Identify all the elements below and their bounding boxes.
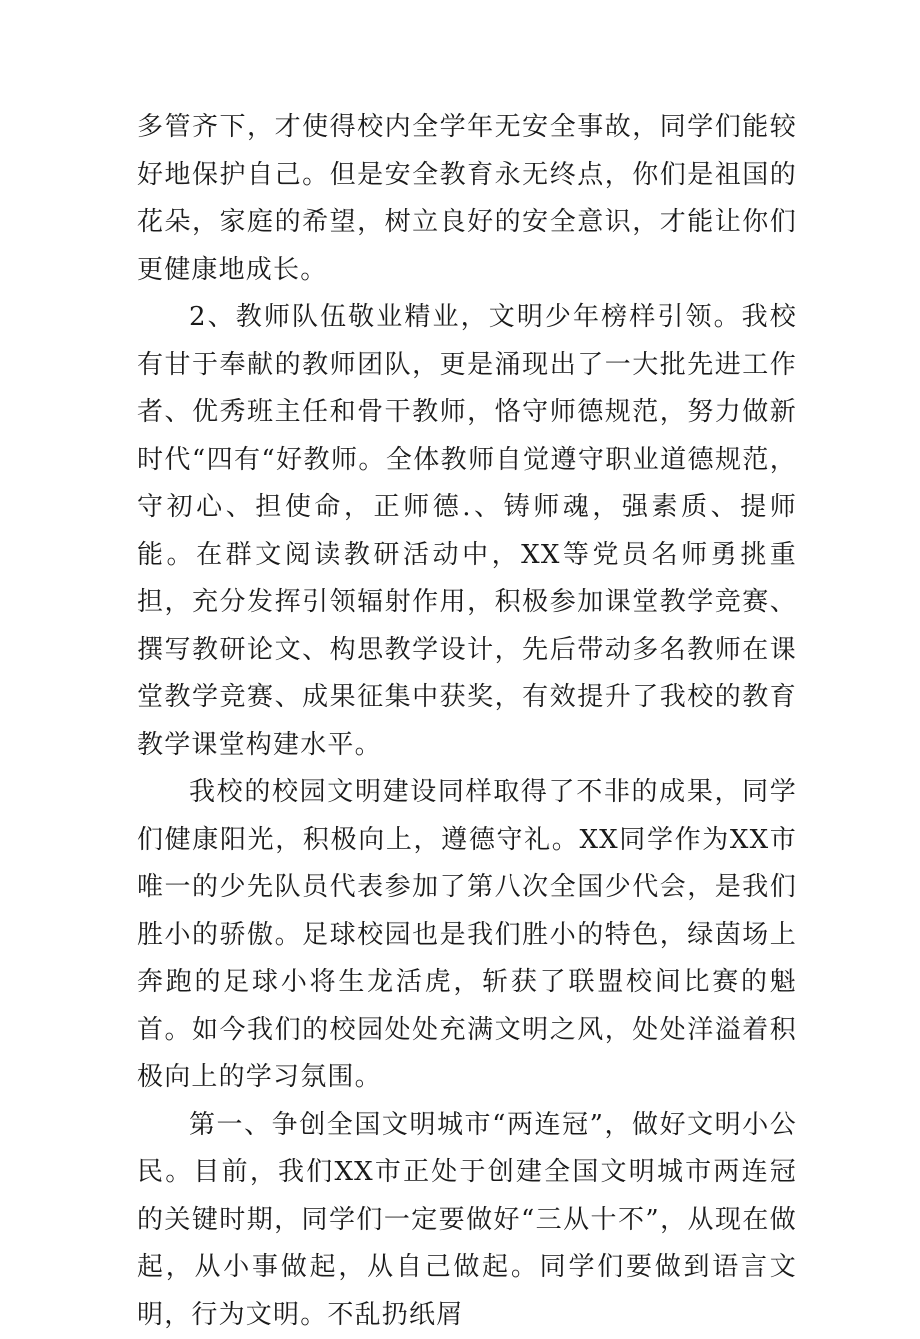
paragraph-3: 我校的校园文明建设同样取得了不非的成果，同学们健康阳光，积极向上，遵德守礼。XX同学作为XX市唯一的少先队员代表参加了第八次全国少代会，是我们胜小的骄傲。足球校园也是我们胜小的特色，绿茵场上奔跑的足球小将生龙活虎，斩获了联盟校间比赛的魁首。如今我们的校园处处充满文明之风，处处洋溢着积极向上的学习氛围。	[137, 769, 797, 1102]
paragraph-4: 第一、争创全国文明城市“两连冠”，做好文明小公民。目前，我们XX市正处于创建全国文明城市两连冠的关键时期，同学们一定要做好“三从十不”，从现在做起，从小事做起，从自己做起。同学们要做到语言文明，行为文明。不乱扔纸屑	[137, 1102, 797, 1339]
paragraph-1: 多管齐下，才使得校内全学年无安全事故，同学们能较好地保护自己。但是安全教育永无终点，你们是祖国的花朵，家庭的希望，树立良好的安全意识，才能让你们更健康地成长。	[137, 104, 797, 294]
document-body	[137, 104, 797, 1339]
paragraph-2: 2、教师队伍敬业精业，文明少年榜样引领。我校有甘于奉献的教师团队，更是涌现出了一大批先进工作者、优秀班主任和骨干教师，恪守师德规范，努力做新时代“四有“好教师。全体教师自觉遵守职业道德规范，守初心、担使命，正师德.、铸师魂，强素质、提师能。在群文阅读教研活动中，XX等党员名师勇挑重担，充分发挥引领辐射作用，积极参加课堂教学竞赛、撰写教研论文、构思教学设计，先后带动多名教师在课堂教学竞赛、成果征集中获奖，有效提升了我校的教育教学课堂构建水平。	[137, 294, 797, 769]
